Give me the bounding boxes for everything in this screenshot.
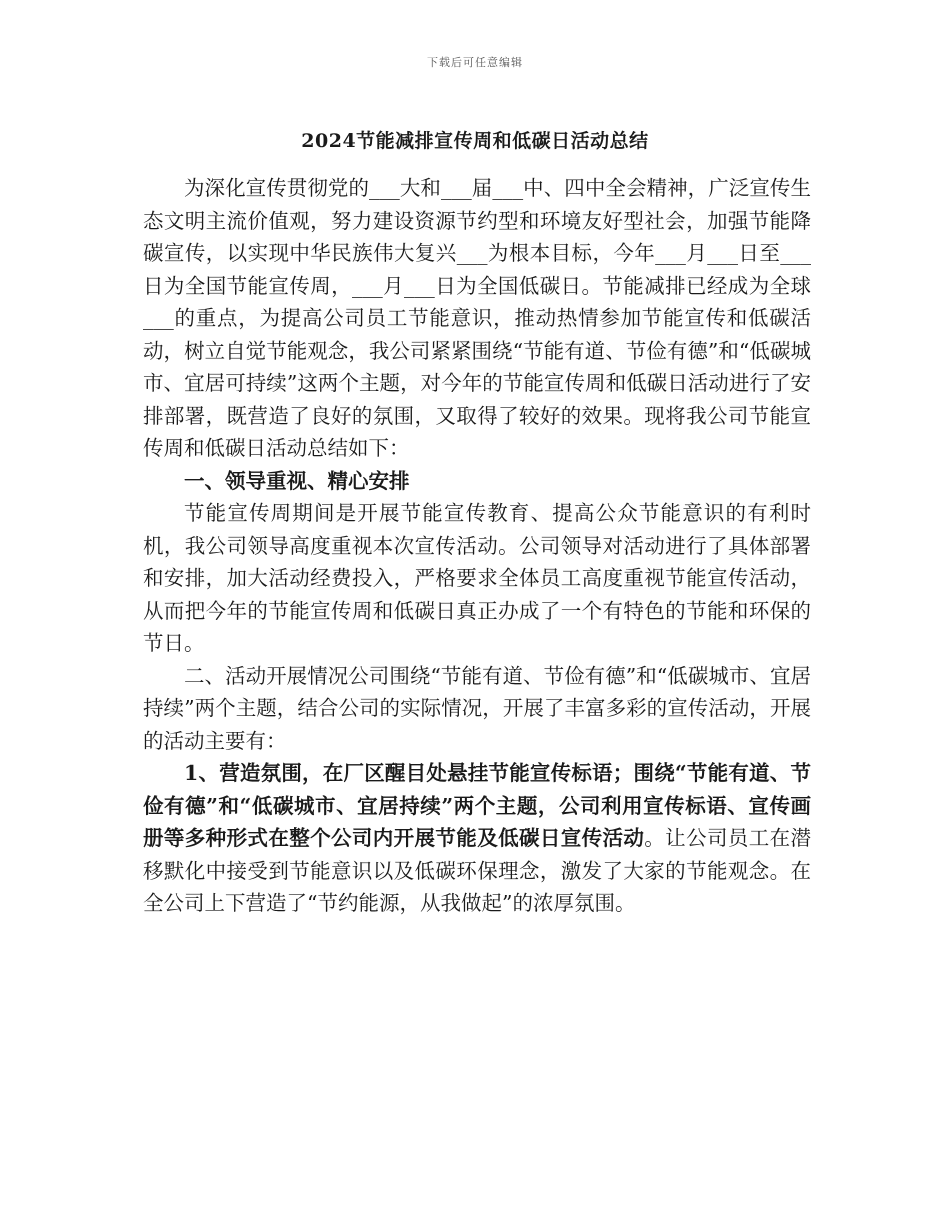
section-heading-leadership: 一、领导重视、精心安排 [184,468,410,493]
leadership-paragraph: 节能宣传周期间是开展节能宣传教育、提高公众节能意识的有利时机，我公司领导高度重视本次宣传活动。公司领导对活动进行了具体部署和安排，加大活动经费投入，严格要求全体员工高度重视节能宣传活动，从而把今年的节能宣传周和低碳日真正办成了一个有特色的节能和环保的节日。 [143,501,811,655]
item-1-paragraph [143,757,811,920]
document-body [143,172,811,920]
document-title: 2024节能减排宣传周和低碳日活动总结 [301,130,649,152]
header-note: 下载后可任意编辑 [427,56,523,69]
activities-paragraph: 二、活动开展情况公司围绕“节能有道、节俭有德”和“低碳城市、宜居持续”两个主题，结合公司的实际情况，开展了丰富多彩的宣传活动，开展的活动主要有： [143,663,811,753]
item-1-regular-text: 。让公司员工在潜移默化中接受到节能意识以及低碳环保理念，激发了大家的节能观念。在全公司上下营造了“节约能源，从我做起”的浓厚氛围。 [143,826,812,915]
intro-paragraph: 为深化宣传贯彻党的___大和___届___中、四中全会精神，广泛宣传生态文明主流价值观，努力建设资源节约型和环境友好型社会，加强节能降碳宣传，以实现中华民族伟大复兴___为根本目标，今年___月___日至___日为全国节能宣传周，___月___日为全国低碳日。节能减排已经成为全球___的重点，为提高公司员工节能意识，推动热情参加节能宣传和低碳活动，树立自觉节能观念，我公司紧紧围绕“节能有道、节俭有德”和“低碳城市、宜居可持续”这两个主题，对今年的节能宣传周和低碳日活动进行了安排部署，既营造了良好的氛围，又取得了较好的效果。现将我公司节能宣传周和低碳日活动总结如下： [143,176,811,460]
item-1-bold-text: 1、营造氛围，在厂区醒目处悬挂节能宣传标语；围绕“节能有道、节俭有德”和“低碳城市、宜居持续”两个主题，公司利用宣传标语、宣传画册等多种形式在整个公司内开展节能及低碳日宣传活动 [143,761,811,850]
